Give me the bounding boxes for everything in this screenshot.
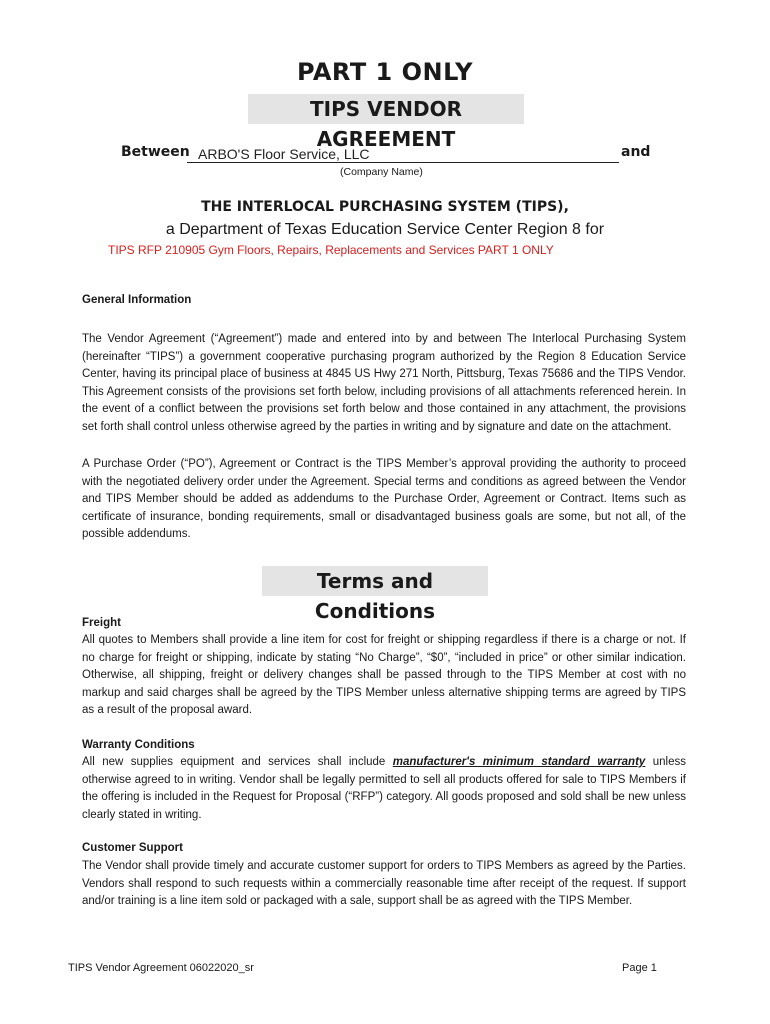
department-line: a Department of Texas Education Service Center Region 8 for — [165, 221, 605, 238]
general-info-paragraph-2: A Purchase Order (“PO”), Agreement or Contract is the TIPS Member’s approval providing the authority to proceed with the negotiated delivery order under the Agreement. Special terms and conditions as agreed between the Vendor and TIPS Member should be added as addendums to the Purchase Order, Agreement or Contract. Items such as certificate of insurance, bonding requirements, small or disadvantaged business goals are some, but not all, of the possible addendums. — [82, 458, 686, 541]
warranty-paragraph — [82, 754, 686, 824]
warranty-text-start: All new supplies equipment and services shall include — [82, 756, 393, 768]
freight-heading: Freight — [82, 617, 121, 629]
customer-support-heading: Customer Support — [82, 842, 183, 854]
company-caption: (Company Name) — [340, 166, 423, 178]
between-label: Between — [121, 144, 190, 160]
part-title: PART 1 ONLY — [296, 58, 474, 86]
general-info-paragraph-1: The Vendor Agreement (“Agreement”) made and entered into by and between The Interlocal Purchasing System (hereinafter “TIPS”) a government cooperative purchasing program authorized by the Region 8 Education Service Center, having its principal place of business at 4845 US Hwy 271 North, Pittsburg, Texas 75686 and the TIPS Vendor. This Agreement consists of the provisions set forth below, including provisions of all attachments referenced herein. In the event of a conflict between the provisions set forth below and those contained in any attachment, the provisions set forth shall control unless otherwise agreed by the parties in writing and by signature and date on the attachment. — [82, 333, 686, 433]
and-label: and — [621, 144, 651, 160]
terms-title: Terms and Conditions — [262, 566, 488, 596]
company-name-value: ARBO'S Floor Service, LLC — [198, 146, 370, 162]
rfp-line: TIPS RFP 210905 Gym Floors, Repairs, Replacements and Services PART 1 ONLY — [108, 243, 554, 257]
footer-page-number: Page 1 — [622, 962, 657, 974]
footer-doc-id: TIPS Vendor Agreement 06022020_sr — [68, 962, 254, 974]
warranty-text-end: unless otherwise agreed to in writing. Vendor shall be legally permitted to sell all products offered for sale to TIPS Members if the offering is included in the Request for Proposal (“RFP”) category. All goods proposed and sold shall be new unless clearly stated in writing. — [82, 756, 686, 821]
customer-support-paragraph: The Vendor shall provide timely and accurate customer support for orders to TIPS Members as agreed by the Parties. Vendors shall respond to such requests within a commercially reasonable time after receipt of the request. If support and/or training is a line item sold or packaged with a sale, support shall be as agreed with the TIPS Member. — [82, 860, 686, 908]
warranty-emphasis: manufacturer's minimum standard warranty — [392, 756, 646, 768]
agreement-title: TIPS VENDOR AGREEMENT — [248, 94, 524, 124]
warranty-heading: Warranty Conditions — [82, 739, 195, 751]
general-info-heading: General Information — [82, 294, 192, 306]
freight-paragraph: All quotes to Members shall provide a line item for cost for freight or shipping regardless if there is a charge or not. If no charge for freight or shipping, indicate by stating “No Charge”, “$0”, “included in price” or other similar indication. Otherwise, all shipping, freight or delivery changes shall be passed through to the TIPS Member at cost with no markup and said charges shall be agreed by the TIPS Member unless alternative shipping terms are agreed by TIPS as a result of the proposal award. — [82, 634, 686, 717]
tips-name: THE INTERLOCAL PURCHASING SYSTEM (TIPS), — [201, 199, 569, 215]
